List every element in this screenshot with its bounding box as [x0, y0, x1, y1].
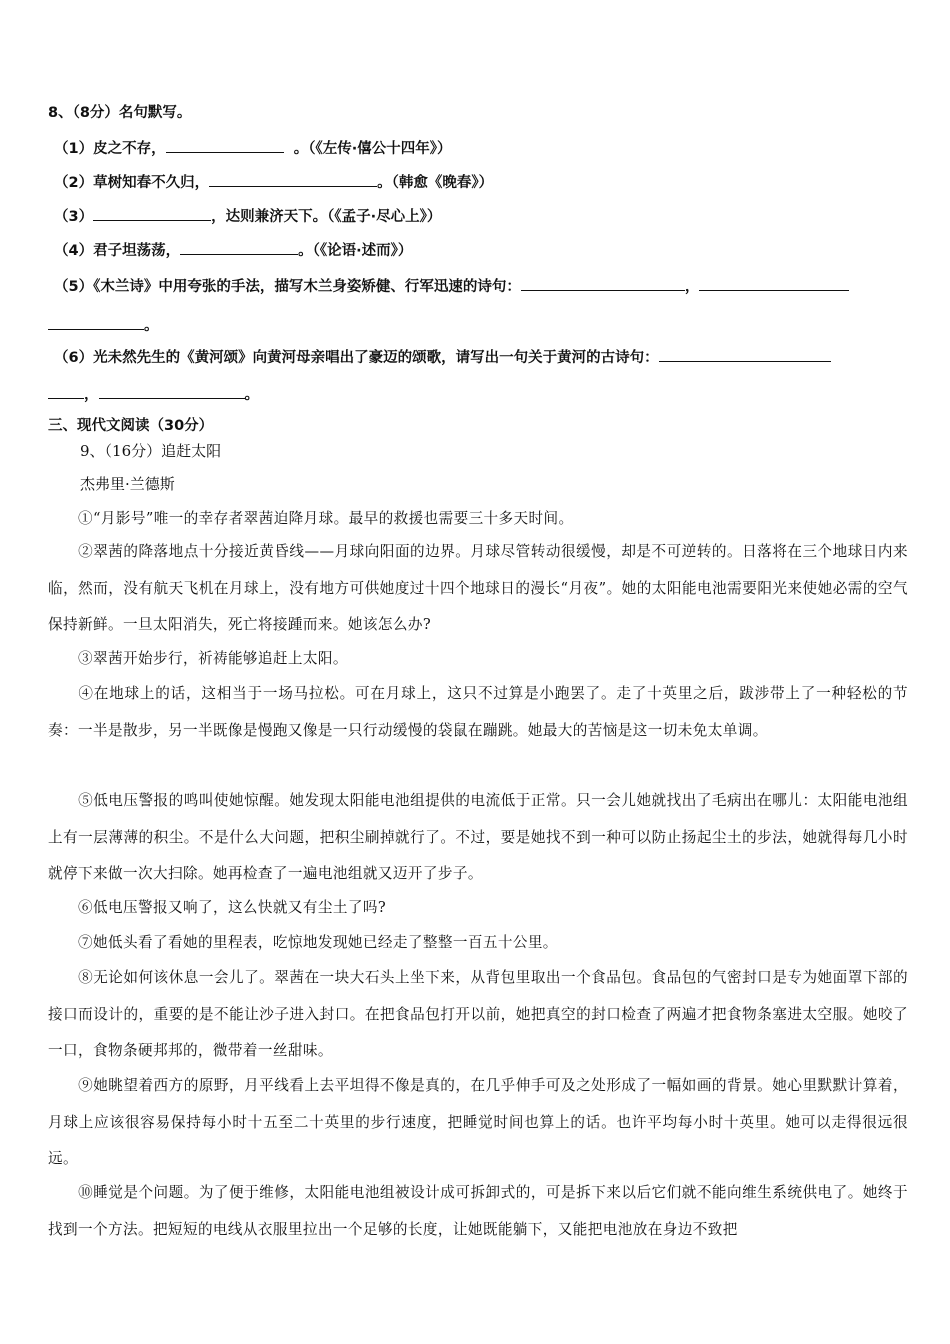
q8-item-4-suffix: 。（《论语·述而》） — [298, 243, 413, 259]
q8-item-2-prefix: （2）草树知春不久归， — [54, 175, 210, 191]
q8-item-2-suffix: 。（韩愈《晚春》） — [377, 175, 494, 191]
paragraph-2 — [48, 534, 908, 644]
q8-item-5-prefix: （5）《木兰诗》中用夸张的手法，描写木兰身姿矫健、行军迅速的诗句： — [54, 279, 521, 295]
paragraph-6-text: ⑥低电压警报又响了，这么快就又有尘土了吗? — [78, 899, 387, 916]
paragraph-10-text: ⑩睡觉是个问题。为了便于维修，太阳能电池组被设计成可拆卸式的，可是拆下来以后它们就不能向维生系统供电了。她终于找到一个方法。把短短的电线从衣服里拉出一个足够的长度，让她既能躺下，又能把电池放在身边不致把 — [48, 1184, 908, 1238]
paragraph-7 — [48, 925, 908, 962]
q8-item-1 — [54, 137, 451, 159]
q8-item-6 — [54, 346, 831, 368]
answer-blank[interactable] — [166, 137, 284, 153]
answer-blank[interactable] — [99, 383, 245, 399]
paragraph-4-text: ④在地球上的话，这相当于一场马拉松。可在月球上，这只不过算是小跑罢了。走了十英里之后，跋涉带上了一种轻松的节奏：一半是散步，另一半既像是慢跑又像是一只行动缓慢的袋鼠在蹦跳。她最大的苦恼是这一切未免太单调。 — [48, 685, 908, 739]
q9-title: 9、（16分）追赶太阳 — [80, 442, 222, 460]
q8-item-6-cont — [48, 383, 259, 405]
q8-item-3-suffix: ，达则兼济天下。（《孟子·尽心上》） — [211, 209, 442, 225]
paragraph-1 — [48, 501, 908, 538]
q8-title: 8、（8分）名句默写。 — [48, 105, 192, 121]
answer-blank[interactable] — [180, 239, 298, 255]
paragraph-10 — [48, 1175, 908, 1248]
paragraph-3-text: ③翠茜开始步行，祈祷能够追赶上太阳。 — [78, 650, 348, 667]
paragraph-8-text: ⑧无论如何该休息一会儿了。翠茜在一块大石头上坐下来，从背包里取出一个食品包。食品包的气密封口是专为她面罩下部的接口而设计的，重要的是不能让沙子进入封口。在把食品包打开以前，她把真空的封口检查了两遍才把食物条塞进太空服。她咬了一口，食物条硬邦邦的，微带着一丝甜味。 — [48, 969, 908, 1059]
answer-blank[interactable] — [659, 346, 831, 362]
q8-item-5-sep: ， — [684, 279, 700, 295]
paragraph-9 — [48, 1068, 908, 1178]
q8-item-5 — [54, 275, 849, 297]
paragraph-5 — [48, 783, 908, 893]
q8-item-1-suffix: 。（《左传·僖公十四年》） — [293, 141, 452, 157]
q8-item-5-end: 。 — [144, 318, 159, 334]
paragraph-2-text: ②翠茜的降落地点十分接近黄昏线——月球向阳面的边界。月球尽管转动很缓慢，却是不可逆转的。日落将在三个地球日内来临，然而，没有航天飞机在月球上，没有地方可供她度过十四个地球日的漫长“月夜”。她的太阳能电池需要阳光来使她必需的空气保持新鲜。一旦太阳消失，死亡将接踵而来。她该怎么办? — [48, 543, 908, 633]
q8-item-3-prefix: （3） — [54, 209, 94, 225]
paragraph-1-text: ①“月影号”唯一的幸存者翠茜迫降月球。最早的救援也需要三十多天时间。 — [78, 510, 574, 527]
q8-item-1-prefix: （1）皮之不存， — [54, 141, 166, 157]
q8-item-5-cont — [48, 314, 159, 336]
paragraph-7-text: ⑦她低头看了看她的里程表，吃惊地发现她已经走了整整一百五十公里。 — [78, 934, 558, 951]
q8-item-4-prefix: （4）君子坦荡荡， — [54, 243, 181, 259]
answer-blank[interactable] — [521, 275, 685, 291]
answer-blank[interactable] — [48, 383, 84, 399]
answer-blank[interactable] — [209, 171, 377, 187]
section-title: 三、现代文阅读（30分） — [48, 418, 214, 434]
q8-item-3 — [54, 205, 441, 227]
paragraph-3 — [48, 641, 908, 678]
paragraph-4 — [48, 676, 908, 749]
answer-blank[interactable] — [699, 275, 849, 291]
paragraph-5-text: ⑤低电压警报的鸣叫使她惊醒。她发现太阳能电池组提供的电流低于正常。只一会儿她就找出了毛病出在哪儿：太阳能电池组上有一层薄薄的积尘。不是什么大问题，把积尘刷掉就行了。不过，要是她找不到一种可以防止扬起尘土的步法，她就得每几小时就停下来做一次大扫除。她再检查了一遍电池组就又迈开了步子。 — [48, 792, 908, 882]
q8-item-4 — [54, 239, 412, 261]
q8-item-6-sep: ， — [84, 387, 99, 403]
paragraph-8 — [48, 960, 908, 1070]
paragraph-9-text: ⑨她眺望着西方的原野，月平线看上去平坦得不像是真的，在几乎伸手可及之处形成了一幅如画的背景。她心里默默计算着，月球上应该很容易保持每小时十五至二十英里的步行速度，把睡觉时间也算上的话。也许平均每小时十英里。她可以走得很远很远。 — [48, 1077, 908, 1167]
q8-item-6-prefix: （6）光未然先生的《黄河颂》向黄河母亲唱出了豪迈的颂歌，请写出一句关于黄河的古诗句： — [54, 350, 659, 366]
answer-blank[interactable] — [48, 314, 144, 330]
paragraph-6 — [48, 890, 908, 927]
q8-item-6-end: 。 — [244, 387, 259, 403]
answer-blank[interactable] — [93, 205, 211, 221]
article-author: 杰弗里·兰德斯 — [80, 475, 175, 493]
q8-item-2 — [54, 171, 493, 193]
